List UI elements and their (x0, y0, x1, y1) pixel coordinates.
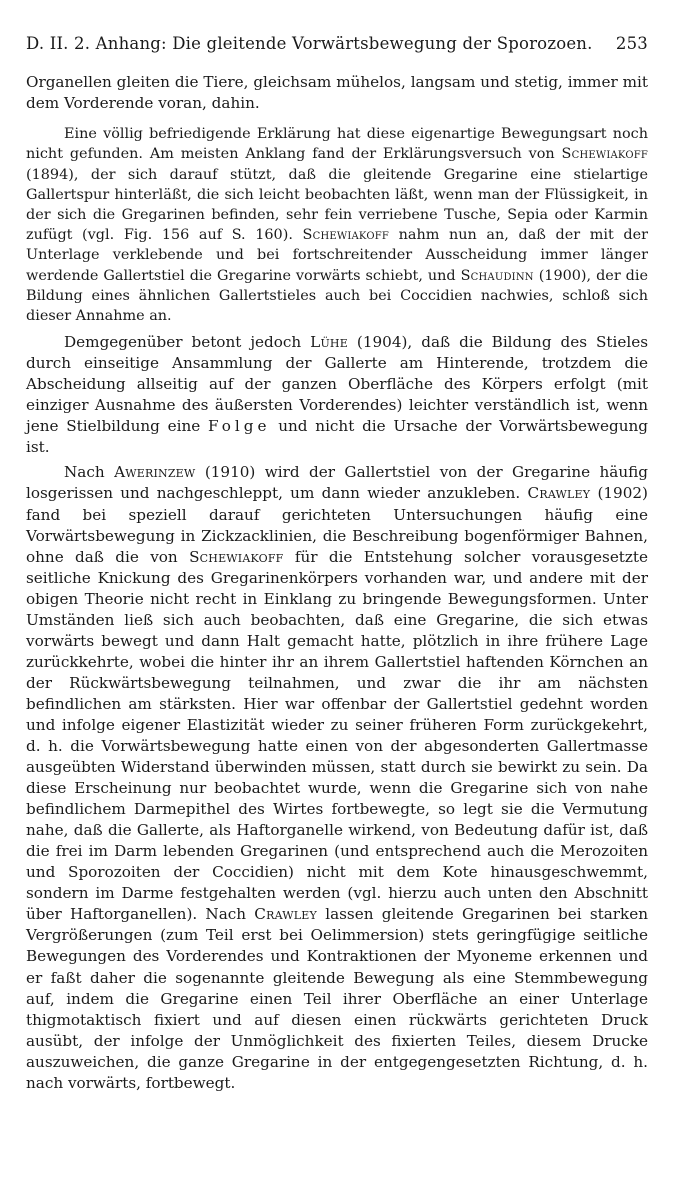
author-name: Schaudinn (460, 267, 534, 284)
text-run: (1910) wird der Gallertstiel von der Gregarine häufig losgerissen und nachgeschleppt, um dann wieder anzukleben. (26, 463, 648, 503)
text-run: (1904), daß die Bildung des Stieles durch einseitige Ansammlung der Gallerte am Hinterende, trotzdem die Abscheidung allseitig auf der ganzen Oberfläche des Körpers erfolgt (mit einziger Ausnahme des äußersten Vorderendes) leichter verständlich ist, wenn jene Stielbildung eine (26, 333, 648, 436)
page-number: 253 (615, 34, 648, 53)
emphasis-folge: Folge (208, 417, 271, 436)
text-run: Demgegenüber betont jedoch (64, 333, 311, 352)
paragraph-awerinzew (26, 462, 648, 1093)
text-run: Eine völlig befriedigende Erklärung hat diese eigenartige Bewegungsart noch nicht gefunden. Am meisten Anklang fand der Erklärungsversuch von (26, 126, 648, 163)
author-name: Schewiakoff (561, 146, 648, 163)
text-run: (1902) fand bei speziell darauf gerichteten Untersuchungen häufig eine Vorwärtsbewegung in Zickzacklinien, die Beschreibung bogenförmiger Bahnen, ohne daß die von (26, 484, 648, 566)
running-head (26, 34, 648, 53)
author-name: Crawley (254, 905, 317, 924)
author-name: Awerinzew (114, 463, 196, 482)
text-run: (1894), der sich darauf stützt, daß die gleitende Gregarine eine stielartige Gallertspur hinterläßt, die sich leicht beobachten läßt, wenn man der Flüssigkeit, in der sich die Gregarinen befinden, sehr fein verriebene Tusche, Sepia oder Karmin zufügt (vgl. Fig. 156 auf S. 160). (26, 166, 648, 244)
text-run: (1900), der die Bildung eines ähnlichen Gallertstieles auch bei Coccidien nachwies, schloß sich dieser Annahme an. (26, 267, 648, 324)
paragraph-intro: Organellen gleiten die Tiere, gleichsam mühelos, langsam und stetig, immer mit dem Vorderende voran, dahin. (26, 73, 648, 113)
author-name: Lühe (310, 333, 348, 352)
text-run: nahm nun an, daß der mit der Unterlage verklebende und bei fortschreitender Ausscheidung immer länger werdende Gallertstiel die Gregarine vorwärts schiebt, und (26, 227, 648, 284)
body-text (26, 72, 648, 1094)
author-name: Schewiakoff (189, 547, 284, 566)
author-name: Crawley (527, 484, 591, 503)
text-run: lassen gleitende Gregarinen bei starken Vergrößerungen (zum Teil erst bei Oelimmersion) stets geringfügige seitliche Bewegungen des Vorderendes und Kontraktionen der Myoneme erkennen und er faßt daher die sogenannte gleitende Bewegung als eine Stemmbewegung auf, indem die Gregarine einen Teil ihrer Oberfläche an einer Unterlage thigmotaktisch fixiert und auf diesen einen rückwärts gerichteten Druck ausübt, der infolge der Unmöglichkeit des fixierten Teiles, diesem Drucke auszuweichen, die ganze Gregarine in der entgegengesetzten Richtung, d. h. nach vorwärts, fortbewegt. (26, 905, 649, 1092)
text-run: Nach (64, 463, 115, 482)
text-run: und nicht die Ursache der Vorwärtsbewegung ist. (26, 417, 648, 457)
text-run: für die Entstehung solcher vorausgesetzte seitliche Knickung des Gregarinenkörpers vorhanden war, und andere mit der obigen Theorie nicht recht in Einklang zu bringende Bewegungsformen. Unter Umständen ließ sich auch beobachten, daß eine Gregarine, die sich etwas vorwärts bewegt und dann Halt gemacht hatte, plötzlich in ihre frühere Lage zurückkehrte, wobei die hinter ihr an ihrem Gallertstiel haftenden Körnchen an der Rückwärtsbewegung teilnahmen, und zwar die ihr am nächsten befindlichen am stärksten. Hier war offenbar der Gallertstiel gedehnt worden und infolge eigener Elastizität wieder zu seiner früheren Form zurückgekehrt, d. h. die Vorwärtsbewegung hatte einen von der abgesonderten Gallertmasse ausgeübten Widerstand überwinden müssen, statt durch sie bewirkt zu sein. Da diese Erscheinung nur beobachtet wurde, wenn die Gregarine sich von nahe befindlichem Darmepithel des Wirtes fortbewegte, so legt sie die Vermutung nahe, daß die Gallerte, als Haftorganelle wirkend, von Bedeutung dafür ist, daß die frei im Darm lebenden Gregarinen (und entsprechend auch die Merozoiten und Sporozoiten der Coccidien) nicht mit dem Kote hinausgeschwemmt, sondern im Darme festgehalten werden (vgl. hierzu auch unten den Abschnitt über Haftorganellen). Nach (26, 547, 648, 924)
paragraph-explanation (26, 124, 648, 326)
author-name: Schewiakoff (302, 227, 389, 244)
running-head-title: D. II. 2. Anhang: Die gleitende Vorwärtsbewegung der Sporozoen. (26, 34, 593, 53)
paragraph-luehe (26, 332, 648, 458)
